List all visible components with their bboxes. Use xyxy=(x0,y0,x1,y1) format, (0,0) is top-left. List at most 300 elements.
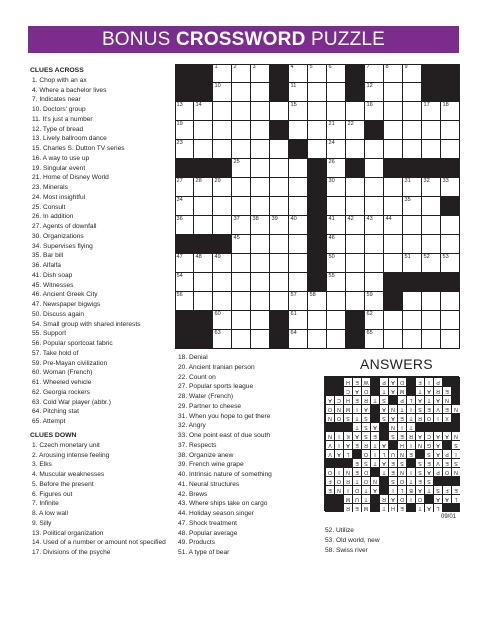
clue-number: 1 xyxy=(214,64,218,70)
grid-cell[interactable] xyxy=(213,178,232,197)
clue-item: 26. In addition xyxy=(32,213,74,221)
clue-item: 5. Before the present xyxy=(32,480,94,488)
grid-cell[interactable] xyxy=(251,102,270,121)
grid-cell[interactable] xyxy=(232,273,251,292)
grid-cell[interactable] xyxy=(308,83,327,102)
grid-cell[interactable] xyxy=(232,254,251,273)
grid-cell[interactable] xyxy=(213,254,232,273)
clue-number: 38 xyxy=(252,216,259,222)
grid-cell[interactable] xyxy=(365,178,384,197)
answers-heading: ANSWERS xyxy=(360,356,433,372)
clue-number: 23 xyxy=(176,140,183,146)
answer-black-square xyxy=(325,503,334,512)
grid-cell[interactable] xyxy=(289,83,308,102)
grid-cell[interactable] xyxy=(365,83,384,102)
clue-item: 62. Georgia rockers xyxy=(32,388,90,396)
answer-letter: N xyxy=(325,413,334,422)
answer-letter: A xyxy=(442,494,451,503)
grid-cell[interactable] xyxy=(251,235,270,254)
grid-cell[interactable] xyxy=(251,197,270,216)
grid-cell[interactable] xyxy=(251,140,270,159)
answer-letter: E xyxy=(388,458,397,467)
grid-cell[interactable] xyxy=(346,140,365,159)
grid-cell[interactable] xyxy=(441,216,460,235)
answer-black-square xyxy=(442,377,451,386)
grid-cell[interactable] xyxy=(270,140,289,159)
grid-cell[interactable] xyxy=(365,292,384,311)
grid-cell[interactable] xyxy=(365,197,384,216)
grid-cell[interactable] xyxy=(365,273,384,292)
answer-letter: D xyxy=(361,467,370,476)
grid-cell[interactable] xyxy=(441,178,460,197)
answer-black-square xyxy=(325,386,334,395)
grid-cell[interactable] xyxy=(270,159,289,178)
grid-cell[interactable] xyxy=(365,64,384,83)
grid-cell[interactable] xyxy=(441,140,460,159)
grid-cell[interactable] xyxy=(308,311,327,330)
grid-cell[interactable] xyxy=(232,178,251,197)
grid-cell[interactable] xyxy=(327,292,346,311)
grid-cell[interactable] xyxy=(327,235,346,254)
grid-cell[interactable] xyxy=(403,254,422,273)
grid-cell[interactable] xyxy=(422,216,441,235)
grid-cell[interactable] xyxy=(194,197,213,216)
grid-cell[interactable] xyxy=(270,102,289,121)
answer-letter: P xyxy=(433,377,442,386)
grid-cell[interactable] xyxy=(403,178,422,197)
answer-letter: S xyxy=(451,440,460,449)
grid-cell[interactable] xyxy=(232,140,251,159)
grid-cell[interactable] xyxy=(194,216,213,235)
answer-black-square xyxy=(442,476,451,485)
grid-cell[interactable] xyxy=(346,102,365,121)
grid-cell[interactable] xyxy=(327,273,346,292)
grid-cell[interactable] xyxy=(365,159,384,178)
grid-cell[interactable] xyxy=(365,254,384,273)
grid-cell[interactable] xyxy=(403,64,422,83)
clue-number: 50 xyxy=(328,254,335,260)
grid-cell[interactable] xyxy=(251,273,270,292)
black-square xyxy=(194,64,213,83)
grid-cell[interactable] xyxy=(422,235,441,254)
answer-letter: E xyxy=(352,503,361,512)
grid-cell[interactable] xyxy=(251,330,270,349)
grid-cell[interactable] xyxy=(403,102,422,121)
grid-cell[interactable] xyxy=(251,178,270,197)
grid-cell[interactable] xyxy=(346,178,365,197)
grid-cell[interactable] xyxy=(289,292,308,311)
grid-cell[interactable] xyxy=(422,292,441,311)
grid-cell[interactable] xyxy=(213,273,232,292)
grid-cell[interactable] xyxy=(346,273,365,292)
black-square xyxy=(213,235,232,254)
clue-number: 35 xyxy=(404,197,411,203)
clue-item: 14. Used of a number or amount not specified xyxy=(32,539,166,547)
grid-cell[interactable] xyxy=(327,83,346,102)
title-prefix: BONUS xyxy=(101,29,176,50)
clue-item: 13. Lively ballroom dance xyxy=(32,135,107,143)
clue-number: 57 xyxy=(290,292,297,298)
grid-cell[interactable] xyxy=(308,121,327,140)
grid-cell[interactable] xyxy=(384,140,403,159)
answer-letter: E xyxy=(451,485,460,494)
black-square xyxy=(346,159,365,178)
grid-cell[interactable] xyxy=(384,197,403,216)
grid-cell[interactable] xyxy=(403,121,422,140)
clue-item: 11. It’s just a number xyxy=(32,115,93,123)
grid-cell[interactable] xyxy=(270,178,289,197)
grid-cell[interactable] xyxy=(327,197,346,216)
grid-cell[interactable] xyxy=(327,159,346,178)
grid-cell[interactable] xyxy=(422,140,441,159)
grid-cell[interactable] xyxy=(441,292,460,311)
grid-cell[interactable] xyxy=(384,311,403,330)
grid-cell[interactable] xyxy=(403,197,422,216)
grid-cell[interactable] xyxy=(232,311,251,330)
grid-cell[interactable] xyxy=(308,64,327,83)
answer-letter: A xyxy=(388,494,397,503)
grid-cell[interactable] xyxy=(251,121,270,140)
black-square xyxy=(194,330,213,349)
grid-cell[interactable] xyxy=(327,330,346,349)
grid-cell[interactable] xyxy=(251,64,270,83)
clue-item: 42. Brews xyxy=(178,490,208,498)
grid-cell[interactable] xyxy=(194,102,213,121)
grid-cell[interactable] xyxy=(213,311,232,330)
grid-cell[interactable] xyxy=(213,216,232,235)
grid-cell[interactable] xyxy=(403,330,422,349)
grid-cell[interactable] xyxy=(175,102,194,121)
grid-cell[interactable] xyxy=(308,140,327,159)
answer-letter: W xyxy=(361,377,370,386)
grid-cell[interactable] xyxy=(327,121,346,140)
clue-item: 51. A type of bear xyxy=(178,549,230,556)
grid-cell[interactable] xyxy=(213,83,232,102)
clues-down-column-3 xyxy=(323,526,380,555)
answer-letter: T xyxy=(361,485,370,494)
grid-cell[interactable] xyxy=(213,292,232,311)
black-square xyxy=(175,330,194,349)
answer-black-square xyxy=(388,440,397,449)
grid-cell[interactable] xyxy=(403,216,422,235)
clue-number: 17 xyxy=(423,102,430,108)
answer-letter: T xyxy=(415,386,424,395)
grid-cell[interactable] xyxy=(194,292,213,311)
grid-cell[interactable] xyxy=(384,83,403,102)
grid-cell[interactable] xyxy=(365,216,384,235)
answer-letter: R xyxy=(379,494,388,503)
answer-black-square xyxy=(379,476,388,485)
grid-cell[interactable] xyxy=(403,235,422,254)
answer-black-square xyxy=(433,422,442,431)
grid-cell[interactable] xyxy=(422,102,441,121)
grid-cell[interactable] xyxy=(441,121,460,140)
grid-cell[interactable] xyxy=(308,330,327,349)
black-square xyxy=(175,311,194,330)
answer-letter: S xyxy=(397,458,406,467)
grid-cell[interactable] xyxy=(232,64,251,83)
grid-cell[interactable] xyxy=(327,216,346,235)
grid-cell[interactable] xyxy=(213,140,232,159)
grid-cell[interactable] xyxy=(422,330,441,349)
grid-cell[interactable] xyxy=(289,330,308,349)
answers-grid xyxy=(324,376,459,511)
grid-cell[interactable] xyxy=(346,121,365,140)
grid-cell[interactable] xyxy=(327,311,346,330)
grid-cell[interactable] xyxy=(175,216,194,235)
black-square xyxy=(384,273,403,292)
grid-cell[interactable] xyxy=(270,197,289,216)
grid-cell[interactable] xyxy=(232,197,251,216)
grid-cell[interactable] xyxy=(403,140,422,159)
answer-letter: T xyxy=(406,422,415,431)
grid-cell[interactable] xyxy=(384,64,403,83)
grid-cell[interactable] xyxy=(403,83,422,102)
grid-cell[interactable] xyxy=(384,254,403,273)
answer-letter: T xyxy=(352,476,361,485)
clue-item: 3. Elks xyxy=(32,461,52,469)
grid-cell[interactable] xyxy=(175,254,194,273)
answer-black-square xyxy=(388,395,397,404)
grid-cell[interactable] xyxy=(213,330,232,349)
answer-letter: N xyxy=(397,467,406,476)
grid-cell[interactable] xyxy=(251,216,270,235)
grid-cell[interactable] xyxy=(175,140,194,159)
grid-cell[interactable] xyxy=(175,273,194,292)
grid-cell[interactable] xyxy=(327,178,346,197)
grid-cell[interactable] xyxy=(422,178,441,197)
black-square xyxy=(308,159,327,178)
grid-cell[interactable] xyxy=(441,254,460,273)
clues-down-column xyxy=(30,431,166,558)
grid-cell[interactable] xyxy=(232,330,251,349)
grid-cell[interactable] xyxy=(251,311,270,330)
answer-letter: S xyxy=(388,431,397,440)
grid-cell[interactable] xyxy=(441,235,460,254)
grid-cell[interactable] xyxy=(194,254,213,273)
grid-cell[interactable] xyxy=(232,216,251,235)
grid-cell[interactable] xyxy=(346,216,365,235)
grid-cell[interactable] xyxy=(327,64,346,83)
grid-cell[interactable] xyxy=(175,292,194,311)
grid-cell[interactable] xyxy=(289,216,308,235)
grid-cell[interactable] xyxy=(289,102,308,121)
grid-cell[interactable] xyxy=(251,159,270,178)
grid-cell[interactable] xyxy=(403,292,422,311)
grid-cell[interactable] xyxy=(365,140,384,159)
answer-letter: S xyxy=(361,422,370,431)
grid-cell[interactable] xyxy=(270,292,289,311)
answer-letter: E xyxy=(424,404,433,413)
grid-cell[interactable] xyxy=(270,273,289,292)
answer-letter: I xyxy=(334,467,343,476)
grid-cell[interactable] xyxy=(441,102,460,121)
answer-letter: E xyxy=(352,440,361,449)
grid-cell[interactable] xyxy=(346,235,365,254)
grid-cell[interactable] xyxy=(213,102,232,121)
black-square xyxy=(365,121,384,140)
grid-cell[interactable] xyxy=(422,197,441,216)
grid-cell[interactable] xyxy=(441,330,460,349)
clue-item: 12. Type of bread xyxy=(32,125,84,133)
grid-cell[interactable] xyxy=(194,140,213,159)
clue-item: 48. Popular average xyxy=(178,529,238,537)
answer-letter: A xyxy=(433,494,442,503)
grid-cell[interactable] xyxy=(289,121,308,140)
answer-letter: E xyxy=(388,467,397,476)
answer-letter: S xyxy=(415,458,424,467)
clue-number: 31 xyxy=(404,178,411,184)
answer-letter: R xyxy=(406,431,415,440)
grid-cell[interactable] xyxy=(213,197,232,216)
clue-item: 25. Consult xyxy=(32,203,66,211)
grid-cell[interactable] xyxy=(327,254,346,273)
answer-letter: N xyxy=(370,476,379,485)
grid-cell[interactable] xyxy=(232,102,251,121)
grid-cell[interactable] xyxy=(251,254,270,273)
grid-cell[interactable] xyxy=(327,140,346,159)
grid-cell[interactable] xyxy=(213,121,232,140)
clue-item: 39. French wine grape xyxy=(178,461,244,469)
grid-cell[interactable] xyxy=(365,235,384,254)
answer-letter: H xyxy=(397,440,406,449)
grid-cell[interactable] xyxy=(289,197,308,216)
grid-cell[interactable] xyxy=(422,121,441,140)
black-square xyxy=(270,330,289,349)
grid-cell[interactable] xyxy=(289,235,308,254)
grid-cell[interactable] xyxy=(441,311,460,330)
grid-cell[interactable] xyxy=(232,235,251,254)
grid-cell[interactable] xyxy=(289,254,308,273)
grid-cell[interactable] xyxy=(384,235,403,254)
grid-cell[interactable] xyxy=(422,254,441,273)
clue-item: 41. Neural structures xyxy=(178,480,240,488)
answer-letter: N xyxy=(451,467,460,476)
answer-letter: N xyxy=(343,467,352,476)
grid-cell[interactable] xyxy=(213,64,232,83)
answer-black-square xyxy=(451,395,460,404)
grid-cell[interactable] xyxy=(270,216,289,235)
answer-letter: N xyxy=(397,449,406,458)
grid-cell[interactable] xyxy=(289,311,308,330)
grid-cell[interactable] xyxy=(232,159,251,178)
clue-item: 45. Witnesses xyxy=(32,281,74,289)
clue-number: 18 xyxy=(442,102,449,108)
black-square xyxy=(175,83,194,102)
black-square xyxy=(308,254,327,273)
grid-cell[interactable] xyxy=(384,121,403,140)
grid-cell[interactable] xyxy=(232,292,251,311)
clues-down-heading: CLUES DOWN xyxy=(30,432,77,439)
clue-item: 52. Utilize xyxy=(325,527,354,534)
black-square xyxy=(346,64,365,83)
grid-cell[interactable] xyxy=(194,121,213,140)
grid-cell[interactable] xyxy=(232,121,251,140)
clue-item: 9. Silly xyxy=(32,519,52,527)
grid-cell[interactable] xyxy=(289,159,308,178)
clue-item: 49. Products xyxy=(178,539,216,547)
clue-number: 64 xyxy=(290,330,297,336)
grid-cell[interactable] xyxy=(384,216,403,235)
clue-item: 10. Doctors’ group xyxy=(32,106,86,113)
grid-cell[interactable] xyxy=(384,330,403,349)
grid-cell[interactable] xyxy=(346,254,365,273)
grid-cell[interactable] xyxy=(403,311,422,330)
grid-cell[interactable] xyxy=(308,292,327,311)
grid-cell[interactable] xyxy=(289,178,308,197)
black-square xyxy=(346,330,365,349)
answer-letter: U xyxy=(388,449,397,458)
answer-letter: N xyxy=(388,404,397,413)
answer-letter: S xyxy=(433,485,442,494)
answer-letter: M xyxy=(343,494,352,503)
grid-cell[interactable] xyxy=(175,178,194,197)
clue-item: 60. Woman (French) xyxy=(32,369,93,377)
grid-cell[interactable] xyxy=(308,102,327,121)
grid-cell[interactable] xyxy=(232,83,251,102)
answer-letter: N xyxy=(442,395,451,404)
clue-item: 65. Attempt xyxy=(32,418,66,425)
grid-cell[interactable] xyxy=(251,292,270,311)
clue-item: 33. One point east of due south xyxy=(178,432,271,439)
clue-number: 25 xyxy=(233,159,240,165)
answer-letter: S xyxy=(388,476,397,485)
black-square xyxy=(346,311,365,330)
grid-cell[interactable] xyxy=(365,311,384,330)
grid-cell[interactable] xyxy=(289,273,308,292)
grid-cell[interactable] xyxy=(365,330,384,349)
answer-black-square xyxy=(370,386,379,395)
grid-cell[interactable] xyxy=(175,197,194,216)
answer-black-square xyxy=(325,422,334,431)
black-square xyxy=(194,159,213,178)
grid-cell[interactable] xyxy=(365,102,384,121)
grid-cell[interactable] xyxy=(251,83,270,102)
answer-letter: N xyxy=(388,422,397,431)
grid-cell[interactable] xyxy=(327,102,346,121)
answer-letter: A xyxy=(379,458,388,467)
answer-letter: I xyxy=(406,440,415,449)
answer-letter: T xyxy=(397,404,406,413)
black-square xyxy=(194,235,213,254)
answer-letter: I xyxy=(334,440,343,449)
answer-black-square xyxy=(406,458,415,467)
grid-cell[interactable] xyxy=(384,102,403,121)
grid-cell[interactable] xyxy=(270,254,289,273)
grid-cell[interactable] xyxy=(289,64,308,83)
clue-number: 7 xyxy=(366,64,370,70)
clue-item: 22. Count on xyxy=(178,373,216,381)
grid-cell[interactable] xyxy=(384,178,403,197)
clue-item: 7. Infinite xyxy=(32,500,59,508)
grid-cell[interactable] xyxy=(194,273,213,292)
answer-black-square xyxy=(433,476,442,485)
answer-black-square xyxy=(424,494,433,503)
grid-cell[interactable] xyxy=(422,311,441,330)
grid-cell[interactable] xyxy=(175,121,194,140)
answer-letter: N xyxy=(451,404,460,413)
clue-item: 2. Arousing intense feeling xyxy=(32,451,110,459)
answer-letter: E xyxy=(406,449,415,458)
grid-cell[interactable] xyxy=(194,178,213,197)
grid-cell[interactable] xyxy=(346,292,365,311)
answer-letter: A xyxy=(433,449,442,458)
answer-black-square xyxy=(370,413,379,422)
grid-cell[interactable] xyxy=(346,197,365,216)
answer-letter: U xyxy=(352,494,361,503)
grid-cell[interactable] xyxy=(270,235,289,254)
answer-letter: O xyxy=(334,413,343,422)
